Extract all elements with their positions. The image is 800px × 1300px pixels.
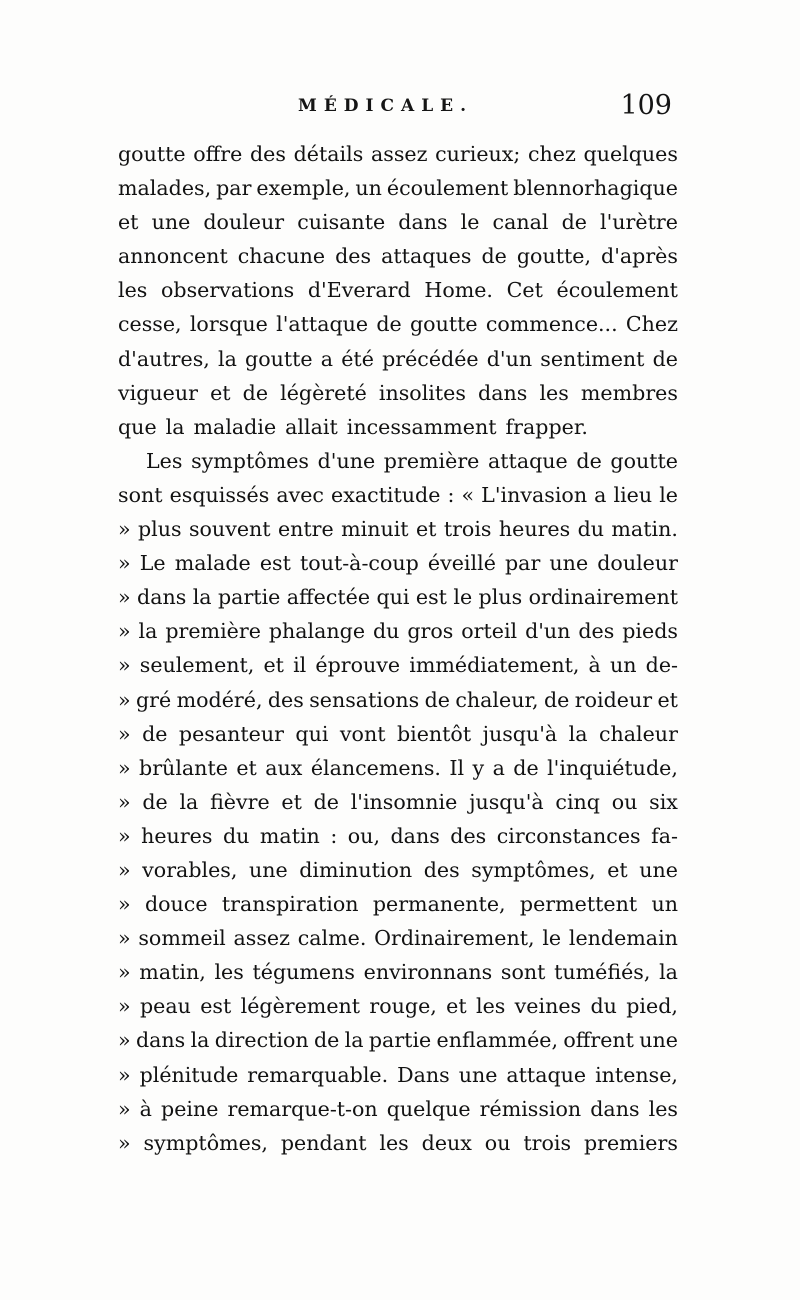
text-line xyxy=(118,819,678,853)
word: légèreté xyxy=(280,380,367,405)
word: douleur xyxy=(597,551,678,576)
word: attaque xyxy=(506,1062,587,1087)
word: et xyxy=(118,210,139,235)
word: d'autres, xyxy=(118,346,210,371)
word: ou xyxy=(484,1130,511,1155)
word: « xyxy=(461,482,475,507)
word: remarquable. xyxy=(247,1062,389,1087)
word: » xyxy=(118,823,131,848)
word: du xyxy=(577,517,605,542)
word: sont xyxy=(118,482,163,507)
word: » xyxy=(118,585,131,610)
word: le xyxy=(460,210,480,235)
word: Home. xyxy=(424,278,493,303)
word: ordinairement xyxy=(528,585,678,610)
word: la xyxy=(568,721,588,746)
text-line xyxy=(118,137,678,171)
word: les xyxy=(379,1130,409,1155)
word: symptômes, xyxy=(471,857,596,882)
word: souvent xyxy=(188,517,271,542)
word: d'après xyxy=(601,244,678,269)
word: le xyxy=(659,482,678,507)
word: des xyxy=(267,687,304,712)
word: y xyxy=(472,755,485,780)
word: goutte xyxy=(610,448,678,473)
word: trois xyxy=(443,517,492,542)
word: et xyxy=(446,994,467,1019)
text-line xyxy=(118,342,678,376)
word: » xyxy=(118,926,131,951)
word: a xyxy=(320,346,334,371)
word: exactitude xyxy=(331,482,441,507)
word: chaleur, xyxy=(455,687,539,712)
word: malades, xyxy=(118,176,212,201)
text-line xyxy=(118,239,678,273)
word: l'attaque xyxy=(276,312,369,337)
word: minuit xyxy=(341,517,409,542)
word: deux xyxy=(421,1130,472,1155)
word: » xyxy=(118,517,131,542)
word: et xyxy=(657,687,678,712)
word: la xyxy=(165,414,185,439)
word: six xyxy=(649,789,678,814)
text-line xyxy=(118,546,678,580)
word: exemple, xyxy=(256,176,351,201)
word: brûlante xyxy=(139,755,228,780)
word: tout-à-coup xyxy=(300,551,419,576)
word: première xyxy=(383,448,480,473)
word: permanente, xyxy=(372,892,506,917)
word: pendant xyxy=(280,1130,367,1155)
word: insolites xyxy=(378,380,466,405)
word: attaques xyxy=(381,244,472,269)
word: et xyxy=(607,857,628,882)
word: par xyxy=(216,176,252,201)
word: frapper. xyxy=(505,414,588,439)
word: Il xyxy=(449,755,465,780)
word: cuisante xyxy=(297,210,386,235)
word: d'une xyxy=(317,448,376,473)
word: la xyxy=(190,1028,210,1053)
word: pieds xyxy=(622,619,678,644)
word: circonstances xyxy=(496,823,641,848)
word: matin. xyxy=(611,517,678,542)
word: maladie xyxy=(193,414,277,439)
text-line xyxy=(118,1126,678,1160)
word: sont xyxy=(500,960,546,985)
word: les xyxy=(475,994,506,1019)
word: commence... xyxy=(485,312,618,337)
word: une xyxy=(549,551,589,576)
word: les xyxy=(648,1096,678,1121)
word: membres xyxy=(580,380,678,405)
word: détails xyxy=(293,142,364,166)
word: jusqu'à xyxy=(482,721,558,746)
word: est xyxy=(200,994,232,1019)
word: sommeil xyxy=(138,926,226,951)
word: roideur xyxy=(574,687,653,712)
word: quelque xyxy=(386,1096,471,1121)
word: ou, xyxy=(347,823,380,848)
word: une xyxy=(248,857,288,882)
word: de xyxy=(313,789,339,814)
word: plus xyxy=(137,517,182,542)
word: un xyxy=(609,653,637,678)
word: gré xyxy=(136,687,172,712)
word: goutte, xyxy=(516,244,591,269)
word: diminution xyxy=(299,857,413,882)
text-line xyxy=(118,171,678,205)
text-line xyxy=(118,853,678,887)
word: et xyxy=(236,755,257,780)
word: » xyxy=(118,1062,131,1087)
word: que xyxy=(118,414,157,439)
word: dans xyxy=(135,1028,186,1053)
word: le xyxy=(453,585,473,610)
word: par xyxy=(505,551,541,576)
word: assez xyxy=(233,926,290,951)
word: Chez xyxy=(625,312,678,337)
word: trois xyxy=(523,1130,572,1155)
word: orteil xyxy=(461,619,518,644)
word: premiers xyxy=(583,1130,678,1155)
word: chacune xyxy=(237,244,326,269)
word: » xyxy=(118,755,131,780)
word: Cet xyxy=(506,278,543,303)
word: bientôt xyxy=(396,721,472,746)
word: Le xyxy=(139,551,166,576)
word: de xyxy=(481,244,507,269)
word: douce xyxy=(144,892,208,917)
word: sentiment xyxy=(540,346,645,371)
word: l'inquiétude, xyxy=(547,755,678,780)
word: une xyxy=(458,1062,498,1087)
word: immédiatement, xyxy=(409,653,580,678)
text-line xyxy=(118,307,678,341)
word: des xyxy=(423,857,460,882)
word: dans xyxy=(390,823,440,848)
word: transpiration xyxy=(221,892,359,917)
word: » xyxy=(118,653,131,678)
word: de xyxy=(543,687,570,712)
word: » xyxy=(118,994,131,1019)
word: dans xyxy=(398,210,448,235)
word: dans xyxy=(478,380,528,405)
word: environnans xyxy=(363,960,493,985)
word: rémission xyxy=(479,1096,582,1121)
word: et xyxy=(415,517,437,542)
word: jusqu'à xyxy=(469,789,544,814)
word: heures xyxy=(141,823,213,848)
word: la xyxy=(344,1028,364,1053)
text-line xyxy=(118,955,678,989)
word: annoncent xyxy=(118,244,228,269)
word: l'urètre xyxy=(600,210,678,235)
word: le xyxy=(542,926,562,951)
word: de xyxy=(313,1028,340,1053)
word: de xyxy=(376,312,402,337)
word: L'invasion xyxy=(481,482,588,507)
running-head xyxy=(120,92,680,128)
word: direction xyxy=(214,1028,309,1053)
word: une xyxy=(639,1028,678,1053)
word: éprouve xyxy=(315,653,401,678)
word: d'Everard xyxy=(307,278,411,303)
word: » xyxy=(118,892,131,917)
word: permettent xyxy=(519,892,638,917)
text-line xyxy=(118,205,678,239)
word: Ordinairement, xyxy=(374,926,535,951)
word: offrent xyxy=(563,1028,634,1053)
word: : xyxy=(447,482,455,507)
text-line xyxy=(118,648,678,682)
word: blennorhagique xyxy=(513,176,678,201)
word: est xyxy=(259,551,291,576)
word: peine xyxy=(161,1096,219,1121)
word: la xyxy=(217,346,237,371)
word: cinq xyxy=(555,789,600,814)
word: a xyxy=(594,482,607,507)
word: de- xyxy=(645,653,678,678)
word: allait xyxy=(285,414,338,439)
word: qui xyxy=(295,721,329,746)
word: de xyxy=(652,346,678,371)
word: modéré, xyxy=(176,687,263,712)
word: peau xyxy=(139,994,191,1019)
word: pied, xyxy=(626,994,678,1019)
word: matin xyxy=(259,823,320,848)
text-line xyxy=(118,614,678,648)
word: gros xyxy=(407,619,454,644)
word: observations xyxy=(161,278,295,303)
text-line xyxy=(118,1092,678,1126)
word: de xyxy=(424,687,450,712)
word: dans xyxy=(137,585,187,610)
word: chaleur xyxy=(598,721,678,746)
word: d'un xyxy=(525,619,571,644)
word: veines xyxy=(514,994,582,1019)
word: vorables, xyxy=(142,857,238,882)
word: légèrement xyxy=(240,994,361,1019)
word: écoulement xyxy=(556,278,678,303)
text-line xyxy=(118,683,678,717)
text-line xyxy=(118,921,678,955)
word: un xyxy=(651,892,678,917)
text-line xyxy=(118,1023,678,1057)
word: chez xyxy=(528,142,576,166)
word: tuméfiés, xyxy=(554,960,651,985)
word: il xyxy=(293,653,307,678)
word: du xyxy=(590,994,617,1019)
word: et xyxy=(263,653,284,678)
word: des xyxy=(450,823,487,848)
word: » xyxy=(118,619,131,644)
word: goutte xyxy=(118,142,186,166)
word: esquissés xyxy=(169,482,270,507)
word: la xyxy=(192,585,212,610)
word: élancemens. xyxy=(310,755,441,780)
word: partie xyxy=(218,585,281,610)
word: heures xyxy=(498,517,571,542)
text-line xyxy=(118,273,678,307)
word: des xyxy=(578,619,615,644)
word: aux xyxy=(265,755,303,780)
word: » xyxy=(118,1130,131,1155)
text-line xyxy=(118,785,678,819)
word: intense, xyxy=(595,1062,678,1087)
word: quelques xyxy=(583,142,678,166)
word: du xyxy=(372,619,400,644)
word: lendemain xyxy=(568,926,678,951)
word: : xyxy=(330,823,338,848)
word: de xyxy=(513,755,539,780)
word: sensations xyxy=(309,687,420,712)
word: Les xyxy=(146,448,183,473)
word: première xyxy=(165,619,261,644)
word: » xyxy=(118,789,131,814)
word: goutte xyxy=(245,346,313,371)
word: assez xyxy=(370,142,428,166)
word: incessamment xyxy=(346,414,497,439)
word: est xyxy=(415,585,447,610)
word: » xyxy=(118,1028,131,1053)
word: Dans xyxy=(397,1062,450,1087)
text-line xyxy=(118,751,678,785)
word: vont xyxy=(339,721,386,746)
word: la xyxy=(138,619,158,644)
word: canal xyxy=(492,210,549,235)
word: cesse, xyxy=(118,312,182,337)
word: goutte xyxy=(410,312,478,337)
word: » xyxy=(118,1096,131,1121)
word: de xyxy=(142,721,168,746)
word: à xyxy=(139,1096,152,1121)
text-line xyxy=(118,376,678,410)
word: et xyxy=(281,789,302,814)
word: les xyxy=(214,960,244,985)
word: les xyxy=(118,278,148,303)
word: symptômes, xyxy=(143,1130,268,1155)
running-title: MÉDICALE. xyxy=(298,96,474,116)
word: plus xyxy=(478,585,523,610)
text-line xyxy=(118,478,678,512)
word: ou xyxy=(611,789,638,814)
word: précédée xyxy=(382,346,479,371)
word: et xyxy=(210,380,231,405)
word: pesanteur xyxy=(178,721,284,746)
body-text xyxy=(118,137,678,1160)
word: des xyxy=(250,142,286,166)
text-line xyxy=(118,410,678,444)
word: entre xyxy=(277,517,334,542)
word: fièvre xyxy=(210,789,270,814)
word: curieux; xyxy=(435,142,521,166)
word: vigueur xyxy=(118,380,198,405)
word: lorsque xyxy=(189,312,268,337)
word: offre xyxy=(193,142,243,166)
word: des xyxy=(335,244,372,269)
word: phalange xyxy=(268,619,366,644)
text-line xyxy=(118,887,678,921)
word: du xyxy=(222,823,250,848)
word: fa- xyxy=(651,823,678,848)
word: symptômes xyxy=(191,448,309,473)
text-line xyxy=(118,1058,678,1092)
word: a xyxy=(492,755,505,780)
word: enflammée, xyxy=(436,1028,558,1053)
word: rouge, xyxy=(369,994,437,1019)
word: d'un xyxy=(486,346,533,371)
word: lieu xyxy=(613,482,653,507)
word: » xyxy=(118,960,131,985)
page-number: 109 xyxy=(620,90,672,121)
word: de xyxy=(242,380,269,405)
text-line xyxy=(118,444,678,478)
word: les xyxy=(539,380,569,405)
word: » xyxy=(118,721,131,746)
word: éveillé xyxy=(427,551,496,576)
text-line xyxy=(118,512,678,546)
word: seulement, xyxy=(139,653,255,678)
word: attaque xyxy=(488,448,568,473)
word: » xyxy=(118,687,131,712)
word: calme. xyxy=(297,926,367,951)
word: de xyxy=(142,789,168,814)
word: été xyxy=(341,346,374,371)
word: dans xyxy=(590,1096,640,1121)
word: un xyxy=(355,176,382,201)
word: matin, xyxy=(139,960,206,985)
word: une xyxy=(151,210,191,235)
word: » xyxy=(118,551,131,576)
word: une xyxy=(639,857,678,882)
word: » xyxy=(118,857,131,882)
word: à xyxy=(588,653,601,678)
text-line xyxy=(118,580,678,614)
word: plénitude xyxy=(139,1062,239,1087)
word: partie xyxy=(368,1028,432,1053)
word: douleur xyxy=(203,210,285,235)
word: remarque-t-on xyxy=(227,1096,378,1121)
word: l'insomnie xyxy=(350,789,458,814)
word: la xyxy=(659,960,678,985)
word: de xyxy=(576,448,602,473)
word: de xyxy=(561,210,587,235)
text-line xyxy=(118,989,678,1023)
word: affectée xyxy=(286,585,371,610)
word: avec xyxy=(276,482,324,507)
word: malade xyxy=(174,551,251,576)
word: tégumens xyxy=(252,960,355,985)
word: qui xyxy=(376,585,410,610)
word: la xyxy=(179,789,199,814)
text-line xyxy=(118,717,678,751)
word: écoulement xyxy=(386,176,509,201)
